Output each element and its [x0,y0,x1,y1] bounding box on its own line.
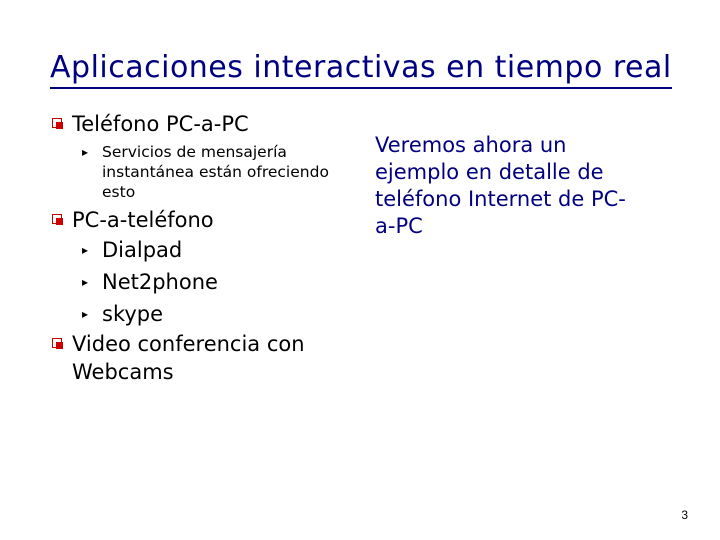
square-bullet-icon [52,118,62,128]
sub-bullet-item [50,234,350,266]
bullet-list [50,110,350,386]
bullet-item [50,206,350,234]
sub-bullet-icon: ▸ [82,145,89,159]
sub-bullet-item [50,298,350,330]
square-bullet-icon [52,338,62,348]
slide-title: Aplicaciones interactivas en tiempo real [50,50,672,89]
sub-bullet-item [50,266,350,298]
sub-bullet-text: Servicios de mensajería instantánea están ofreciendo esto [102,143,329,201]
sub-bullet-text: Net2phone [102,270,218,294]
page-number: 3 [681,508,688,522]
sub-bullet-icon: ▸ [82,307,89,321]
bullet-text: Video conferencia con Webcams [72,332,305,384]
sub-bullet-text: skype [102,302,164,326]
sub-bullet-text: Dialpad [102,238,183,262]
square-bullet-icon [52,214,62,224]
bullet-item [50,110,350,138]
bullet-text: PC-a-teléfono [72,208,214,232]
sub-bullet-item [50,142,350,202]
sub-bullet-icon: ▸ [82,243,89,257]
bullet-text: Teléfono PC-a-PC [72,112,249,136]
right-note: Veremos ahora un ejemplo en detalle de teléfono Internet de PC-a-PC [375,133,626,238]
bullet-item [50,330,350,386]
sub-bullet-icon: ▸ [82,275,89,289]
